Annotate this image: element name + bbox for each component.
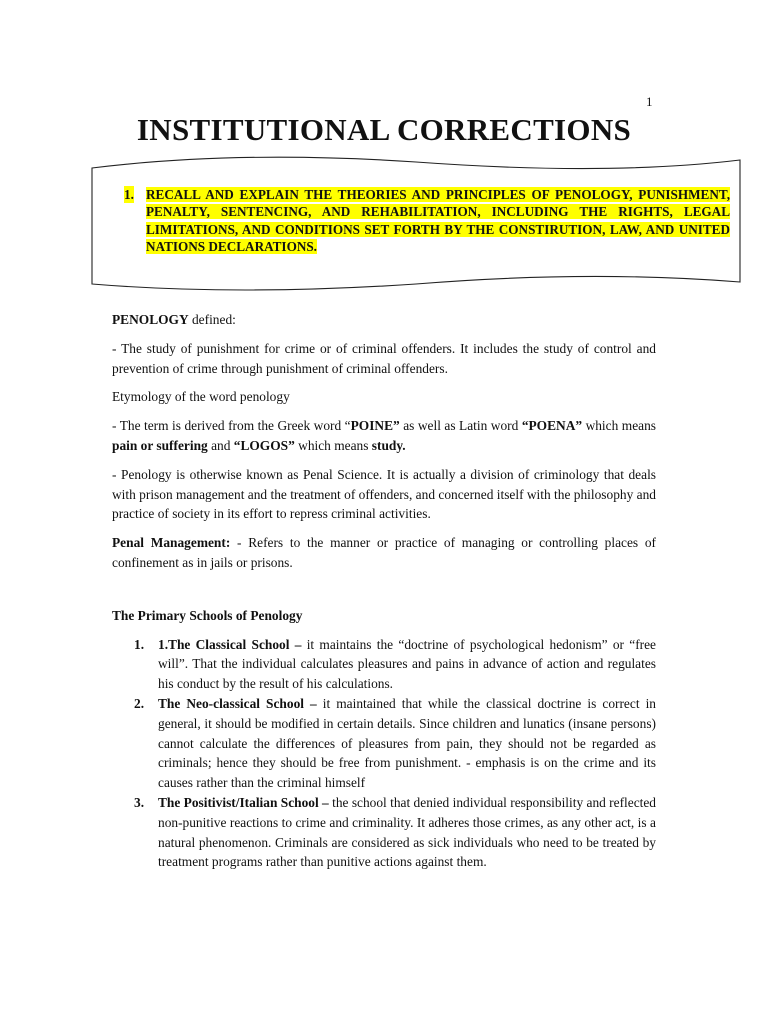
objective-block [124, 186, 730, 255]
school-name: The Positivist/Italian School – [158, 794, 329, 810]
etymology-poena: “POENA” [521, 418, 583, 434]
penal-management-text: - Refers to the manner or practice of managing or controlling places of confinement as in jails or prisons. [112, 535, 656, 570]
etymology-study: study. [371, 437, 406, 453]
penology-term: PENOLOGY [112, 312, 189, 327]
document-body [112, 310, 656, 872]
school-text: the school that denied individual responsibility and reflected non-punitive reactions to crime and criminality. It adheres those crimes, as any other act, is a natural phenomenon. Criminals are considered as sick individuals who need to be treated by treatment programs rather than punitive actions against them. [158, 794, 657, 870]
page-title: INSTITUTIONAL CORRECTIONS [136, 112, 632, 147]
list-item [112, 635, 656, 694]
penal-management-term: Penal Management: [112, 535, 231, 551]
schools-heading: The Primary Schools of Penology [112, 607, 303, 623]
etymology-text-3: which means [582, 418, 656, 434]
list-number: 3. [134, 794, 145, 810]
school-name: 1.The Classical School – [158, 636, 302, 652]
penal-management-paragraph [112, 533, 656, 573]
objective-number: 1. [124, 187, 134, 202]
etymology-poine: POINE” [350, 418, 400, 434]
schools-list [112, 635, 656, 873]
penology-definition: - The study of punishment for crime or of criminal offenders. It includes the study of control and prevention of crime through punishment of criminal offenders. [112, 340, 656, 376]
penal-science-paragraph: - Penology is otherwise known as Penal Science. It is actually a division of criminology that deals with prison management and the treatment of offenders, and concerned itself with the philosophy and practice of society in its effort to repress criminal activities. [112, 466, 656, 522]
etymology-text-4: and [207, 437, 234, 453]
list-item [112, 694, 656, 793]
list-number: 2. [134, 695, 145, 711]
etymology-pain: pain or suffering [112, 437, 208, 453]
school-text: it maintained that while the classical doctrine is correct in general, it should be modified in certain details. Since children and lunatics (insane persons) cannot calculate the differences of pleasures from pain, they should not be regarded as criminals; hence they should be free from punishment. - emphasis is on the crime and its causes rather than the criminal himself [158, 695, 656, 791]
list-item [112, 793, 656, 872]
etymology-text-2: as well as Latin word [399, 418, 522, 434]
etymology-text-1: - The term is derived from the Greek word “ [112, 418, 351, 434]
etymology-paragraph [112, 416, 656, 456]
etymology-heading: Etymology of the word penology [112, 389, 290, 405]
penology-heading [112, 310, 656, 330]
etymology-text-5: which means [294, 437, 372, 453]
objective-text: RECALL AND EXPLAIN THE THEORIES AND PRINCIPLES OF PENOLOGY, PUNISHMENT, PENALTY, SENTENCING, AND REHABILITATION, INCLUDING THE RIGHTS, LEGAL LIMITATIONS, AND CONDITIONS SET FORTH BY THE CONSTIRUTION, LAW, AND UNITED NATIONS DECLARATIONS. [146, 187, 730, 254]
school-name: The Neo-classical School – [158, 695, 317, 711]
etymology-logos: “LOGOS” [233, 437, 295, 453]
list-number: 1. [134, 636, 145, 652]
page-number: 1 [646, 94, 653, 109]
school-text: it maintains the “doctrine of psychological hedonism” or “free will”. That the individual calculates pleasures and pains in advance of action and regulates his conduct by the result of his calculations. [158, 636, 656, 692]
penology-defined: defined: [188, 312, 236, 327]
